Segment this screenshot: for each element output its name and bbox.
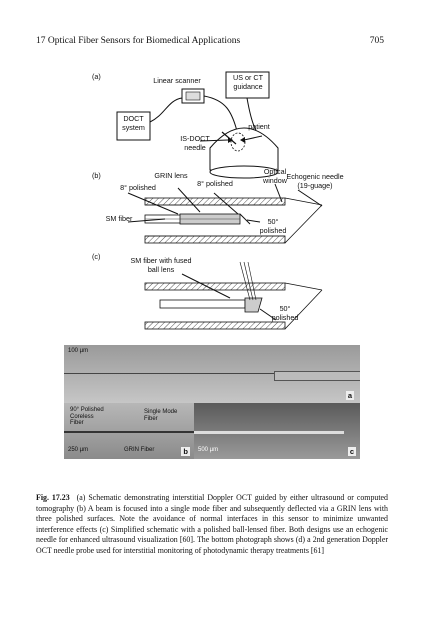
- label-50-polished-b: 50° polished: [259, 217, 287, 235]
- label-grin-fiber: GRIN Fiber: [124, 447, 155, 453]
- scale-b: 250 µm: [68, 447, 89, 453]
- photo-c: [194, 403, 360, 459]
- caption-text: (a) Schematic demonstrating interstitial Doppler OCT guided by either ultrasound or computed tomography (b) A beam is focused into a single mode fiber and subsequently deflected via a GRIN lens with three polished surfaces. Note the avoidance of normal interfaces in this sensor to minimize unwanted interference effects (c) Simplified schematic with a polished ball-lensed fiber. Both designs use an echogenic needle for enhanced ultrasound visualization [60]. The bottom photograph shows (d) a 2nd generation Doppler OCT needle probe used for interstitial monitoring of photodynamic therapy treatments [61]: [36, 493, 388, 555]
- scale-a: 100 µm: [68, 348, 89, 354]
- photo-a: [64, 345, 360, 403]
- caption-title: Fig. 17.23: [36, 493, 70, 502]
- photo-b: [64, 403, 194, 459]
- panel-b-diagram: [128, 184, 322, 243]
- label-echogenic-needle: Echogenic needle (19-guage): [286, 172, 344, 190]
- badge-a: a: [347, 391, 352, 400]
- patient-tissue: [210, 128, 278, 170]
- running-header: 17 Optical Fiber Sensors for Biomedical Applications: [36, 36, 241, 46]
- badge-c: c: [349, 447, 354, 456]
- panel-label-a: (a): [92, 72, 101, 81]
- label-sm-fiber: SM fiber: [105, 214, 133, 223]
- label-linear-scanner: Linear scanner: [153, 76, 201, 85]
- label-grin-lens: GRIN lens: [154, 171, 188, 180]
- panel-label-b: (b): [92, 171, 101, 180]
- badge-b: b: [183, 447, 188, 456]
- panel-label-c: (c): [92, 252, 101, 261]
- label-8-polished-mid: 8° polished: [197, 179, 233, 188]
- label-8-polished-left: 8° polished: [120, 183, 156, 192]
- label-patient: patient: [248, 122, 270, 131]
- page-number: 705: [369, 36, 384, 46]
- label-sm-fiber-ball: SM fiber with fused ball lens: [130, 256, 192, 274]
- label-us-ct-guidance: US or CT guidance: [233, 73, 263, 91]
- figure-caption: [36, 493, 388, 557]
- label-is-doct-needle: IS-DOCT needle: [180, 134, 210, 152]
- label-50-polished-c: 50° polished: [271, 304, 299, 322]
- scale-c: 500 µm: [198, 447, 219, 453]
- label-single-mode: Single Mode Fiber: [144, 409, 178, 422]
- label-optical-window: Optical window: [263, 167, 287, 185]
- label-doct-system: DOCT system: [122, 114, 145, 132]
- label-90-polished: 90° Polished Coreless Fiber: [70, 407, 104, 426]
